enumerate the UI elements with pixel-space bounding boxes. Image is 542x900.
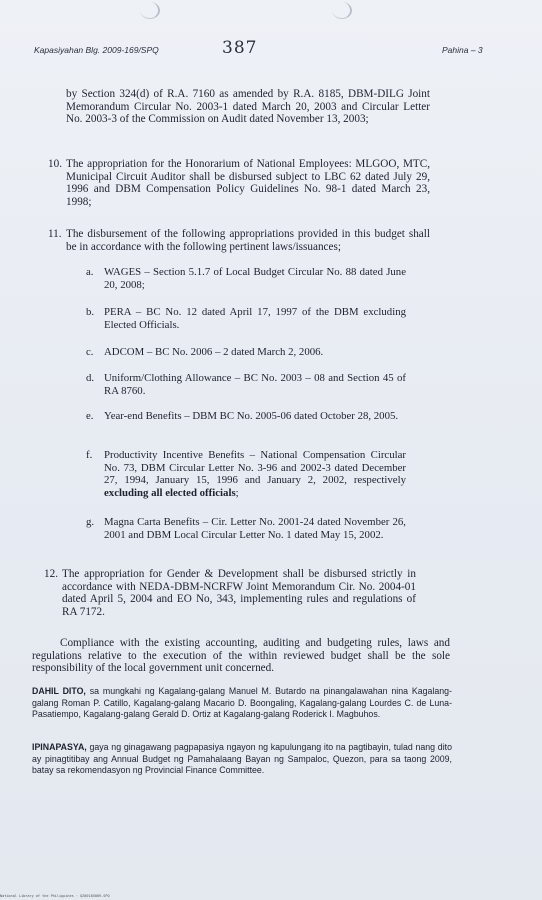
continuation-paragraph: by Section 324(d) of R.A. 7160 as amended by R.A. 8185, DBM-DILG Joint Memorandum Circular No. 2003-1 dated March 20, 2003 and Circular Letter No. 2003-3 of the Commission on Audit dated November 13, 2003; (66, 88, 430, 125)
item-text-10: The appropriation for the Honorarium of National Employees: MLGOO, MTC, Municipal Circuit Auditor shall be disbursed subject to LBC 62 dated July 29, 1996 and DBM Compensation Policy Guidelines No. 98-1 dated March 23, 1998; (66, 158, 430, 208)
sub-item-adcom: ADCOM – BC No. 2006 – 2 dated March 2, 2006. (104, 346, 324, 358)
page-label: Pahina – 3 (442, 45, 483, 55)
punch-hole-mark (332, 2, 352, 19)
scan-footer: National Library of the Philippines · QZ00185009-SPQ (0, 894, 110, 898)
punch-hole-mark (140, 2, 160, 19)
sub-item-pera: PERA – BC No. 12 dated April 17, 1997 of the DBM excluding Elected Officials. (104, 306, 406, 331)
ipinapasya-lead: IPINAPASYA, (32, 742, 87, 752)
dahil-dito-text: sa mungkahi ng Kagalang-galang Manuel M. Butardo na pinangalawahan nina Kagalang-galang Roman P. Catillo, Kagalang-galang Macario D. Boongaling, Kagalang-galang Lourdes C. de Luna-Pasatiempo, Kagalang-galang Gerald D. Ortiz at Kagalang-galang Roderick I. Magbuhos. (32, 686, 452, 719)
emphasis-text: excluding all elected officials (104, 486, 236, 499)
compliance-paragraph: Compliance with the existing accounting, auditing and budgeting rules, laws and regulations relative to the execution of the within reviewed budget shall be the sole responsibility of the local government unit concerned. (32, 637, 450, 674)
sub-item-label: c. (86, 346, 94, 358)
dahil-dito-lead: DAHIL DITO, (32, 686, 86, 696)
dahil-dito-paragraph (32, 686, 452, 721)
sub-item-label: a. (86, 266, 94, 278)
sub-item-label: d. (86, 372, 95, 384)
item-number: 11. (48, 228, 62, 240)
sub-item-label: e. (86, 410, 94, 422)
sub-item-tail: ; (235, 486, 239, 499)
sub-item-magna-carta: Magna Carta Benefits – Cir. Letter No. 2001-24 dated November 26, 2001 and DBM Local Circular Letter No. 1 dated May 15, 2002. (104, 516, 406, 541)
sub-item-wages: WAGES – Section 5.1.7 of Local Budget Circular No. 88 dated June 20, 2008; (104, 266, 406, 291)
sub-item-productivity (104, 449, 406, 499)
resolution-number: Kapasiyahan Blg. 2009-169/SPQ (34, 45, 159, 55)
ipinapasya-text: gaya ng ginagawang pagpapasiya ngayon ng kapulungang ito na pagtibayin, tulad nang dito ay pinagtitibay ang Annual Budget ng Pamahalaang Bayan ng Sampaloc, Quezon, para sa taong 2009, batay sa rekomendasyon ng Provincial Finance Committee. (32, 742, 452, 775)
item-number: 10. (48, 158, 62, 170)
page-stamp-number: 387 (222, 38, 258, 58)
item-number: 12. (44, 568, 58, 580)
sub-item-label: g. (86, 516, 95, 528)
sub-item-year-end: Year-end Benefits – DBM BC No. 2005-06 dated October 28, 2005. (104, 410, 399, 422)
item-text-12: The appropriation for Gender & Development shall be disbursed strictly in accordance with NEDA-DBM-NCRFW Joint Memorandum Cir. No. 2004-01 dated April 5, 2004 and EO No, 343, implementing rules and regulations of RA 7172. (62, 568, 416, 618)
ipinapasya-paragraph (32, 742, 452, 777)
sub-item-label: f. (86, 449, 93, 461)
sub-item-uniform: Uniform/Clothing Allowance – BC No. 2003 – 08 and Section 45 of RA 8760. (104, 372, 406, 397)
item-text-11: The disbursement of the following appropriations provided in this budget shall be in accordance with the following pertinent laws/issuances; (66, 228, 430, 253)
sub-item-text: Productivity Incentive Benefits – National Compensation Circular No. 73, DBM Circular Letter No. 3-96 and 2002-3 dated December 27, 1994, January 15, 1996 and January 2, 2002, respectively (104, 449, 406, 486)
sub-item-label: b. (86, 306, 95, 318)
